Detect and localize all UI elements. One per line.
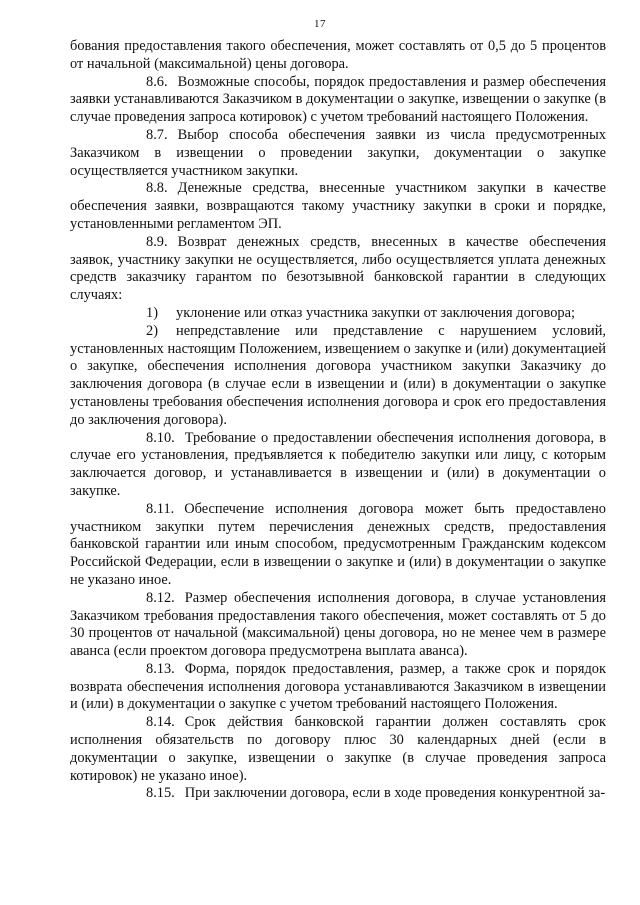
paragraph-number: 8.9. xyxy=(146,233,168,250)
paragraph-number: 8.7. xyxy=(146,126,168,143)
paragraph-text: Требование о предоставлении обеспечения исполнения договора, в случае его установления, предъявляется к победителю закупки или лицу, с которым заключается договор, и устанавливается в извещении и (или) в документации о закупке. xyxy=(70,429,606,499)
list-item-text: непредставление или представление с нарушением условий, установленных настоящим Положением, извещением о закупке и (или) документацией о закупке, обеспечения исполнения договора участником закупки Заказчику до заключения договора (в случае если в извещении и (или) в документации о закупке установлены требования обеспечения исполнения договора и срок его предоставления до заключения договора). xyxy=(70,322,606,428)
paragraph-8-12 xyxy=(70,590,606,661)
document-body xyxy=(70,38,606,803)
paragraph-text: Возврат денежных средств, внесенных в качестве обеспечения заявок, участнику закупки не осуществляется, либо осуществляется уплата денежных средств заказчику гарантом по безотзывной банковской гарантии в следующих случаях: xyxy=(70,233,606,304)
paragraph-number: 8.11. xyxy=(146,500,175,517)
paragraph-8-13 xyxy=(70,661,606,714)
list-item-number: 2) xyxy=(146,322,158,339)
paragraph-number: 8.6. xyxy=(146,73,168,90)
paragraph-8-8 xyxy=(70,180,606,233)
paragraph-8-14 xyxy=(70,714,606,785)
paragraph-text: бования предоставления такого обеспечения, может составлять от 0,5 до 5 процентов от начальной (максимальной) цены договора. xyxy=(70,38,606,72)
list-item-number: 1) xyxy=(146,304,158,321)
paragraph-8-9 xyxy=(70,234,606,305)
paragraph-number: 8.13. xyxy=(146,660,175,677)
paragraph-continuation xyxy=(70,38,606,74)
list-item-text: уклонение или отказ участника закупки от заключения договора; xyxy=(176,304,575,321)
paragraph-number: 8.15. xyxy=(146,785,175,802)
paragraph-text: Срок действия банковской гарантии должен составлять срок исполнения обязательств по договору плюс 30 календарных дней (если в документации о закупке, извещении о закупке (в случае проведения запроса котировок) не указано иное). xyxy=(70,714,606,784)
paragraph-number: 8.10. xyxy=(146,429,175,446)
list-item-1 xyxy=(70,305,606,323)
paragraph-8-7 xyxy=(70,127,606,180)
paragraph-8-10 xyxy=(70,430,606,501)
paragraph-8-11 xyxy=(70,501,606,590)
paragraph-text: Обеспечение исполнения договора может быть предоставлено участником закупки путем перечисления денежных средств, предоставления банковской гарантии или иным способом, предусмотренным Гражданским кодексом Российской Федерации, если в извещении о закупке и (или) в документации о закупке не указано иное. xyxy=(70,500,606,588)
paragraph-text: Размер обеспечения исполнения договора, в случае установления Заказчиком требования предоставления такого обеспечения, может составлять от 5 до 30 процентов от начальной (максимальной) цены договора, но не менее чем в размере аванса (если проектом договора предусмотрена выплата аванса). xyxy=(70,589,606,660)
paragraph-number: 8.14. xyxy=(146,714,175,731)
paragraph-text: Форма, порядок предоставления, размер, а также срок и порядок возврата обеспечения исполнения договора устанавливаются Заказчиком в извещении и (или) в документации о закупке с учетом требований настоящего Положения. xyxy=(70,660,606,713)
paragraph-number: 8.8. xyxy=(146,180,168,197)
paragraph-number: 8.12. xyxy=(146,589,175,606)
list-item-2 xyxy=(70,323,606,430)
paragraph-text: При заключении договора, если в ходе проведения конкурентной за- xyxy=(184,785,606,802)
paragraph-8-15 xyxy=(70,785,606,803)
paragraph-text: Выбор способа обеспечения заявки из числа предусмотренных Заказчиком в извещении о проведении закупки, документации о закупке осуществляется участником закупки. xyxy=(70,126,606,179)
paragraph-8-6 xyxy=(70,74,606,127)
paragraph-text: Денежные средства, внесенные участником закупки в качестве обеспечения заявки, возвращаются такому участнику закупки в сроки и порядке, установленными регламентом ЭП. xyxy=(70,180,606,232)
paragraph-text: Возможные способы, порядок предоставления и размер обеспечения заявки устанавливаются Заказчиком в документации о закупке, извещении о закупке (в случае проведения запроса котировок) с учетом требований настоящего Положения. xyxy=(70,73,606,126)
page-number: 17 xyxy=(314,18,326,30)
